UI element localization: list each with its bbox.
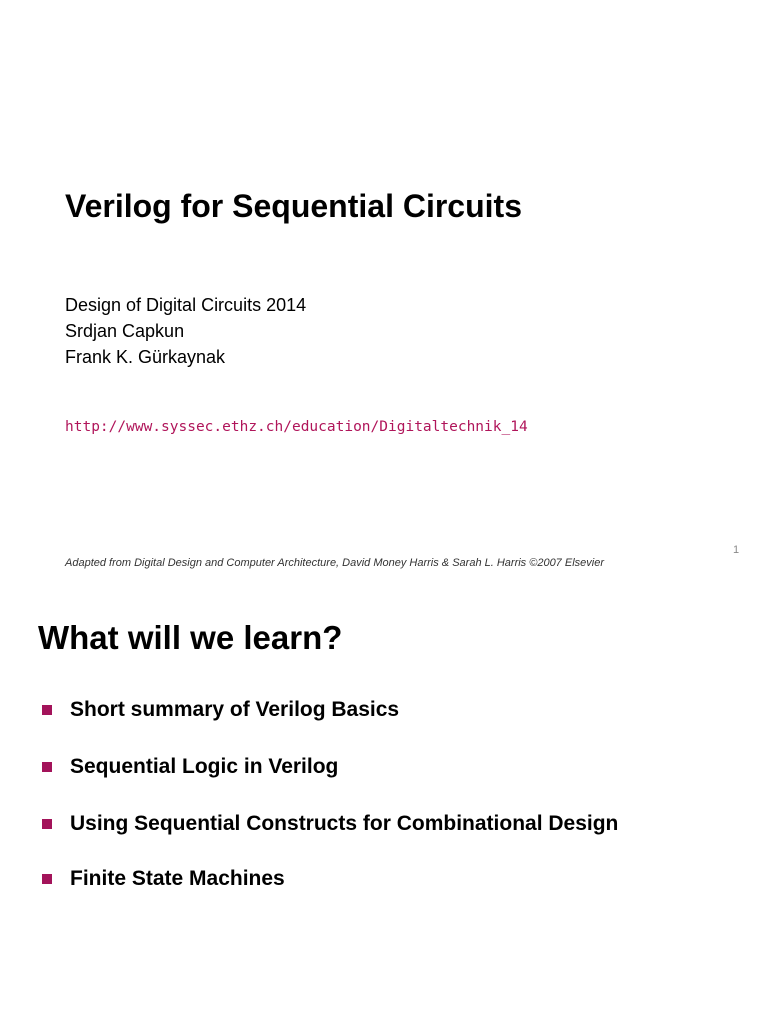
list-item: [42, 865, 285, 893]
author-name: Frank K. Gürkaynak: [65, 347, 226, 367]
slide-title: What will we learn?: [38, 619, 343, 656]
square-bullet-icon: [42, 705, 52, 715]
square-bullet-icon: [42, 819, 52, 829]
list-item: [42, 753, 338, 781]
slide-title: Verilog for Sequential Circuits: [65, 188, 522, 224]
bullet-text: Sequential Logic in Verilog: [70, 755, 339, 778]
course-url-link[interactable]: http://www.syssec.ethz.ch/education/Digitaltechnik_14: [65, 419, 528, 435]
list-item: [42, 696, 399, 724]
bullet-text: Short summary of Verilog Basics: [70, 698, 400, 721]
subtitle-block: [65, 292, 306, 370]
square-bullet-icon: [42, 874, 52, 884]
agenda-slide: [0, 592, 768, 1024]
page-number: 1: [733, 544, 740, 556]
list-item: [42, 810, 618, 838]
bullet-text: Using Sequential Constructs for Combinational Design: [70, 812, 619, 835]
course-name: Design of Digital Circuits 2014: [65, 295, 307, 315]
author-name: Srdjan Capkun: [65, 321, 185, 341]
attribution-text: Adapted from Digital Design and Computer Architecture, David Money Harris & Sarah L. Harris ©2007 Elsevier: [65, 557, 604, 569]
square-bullet-icon: [42, 762, 52, 772]
bullet-text: Finite State Machines: [70, 867, 285, 890]
